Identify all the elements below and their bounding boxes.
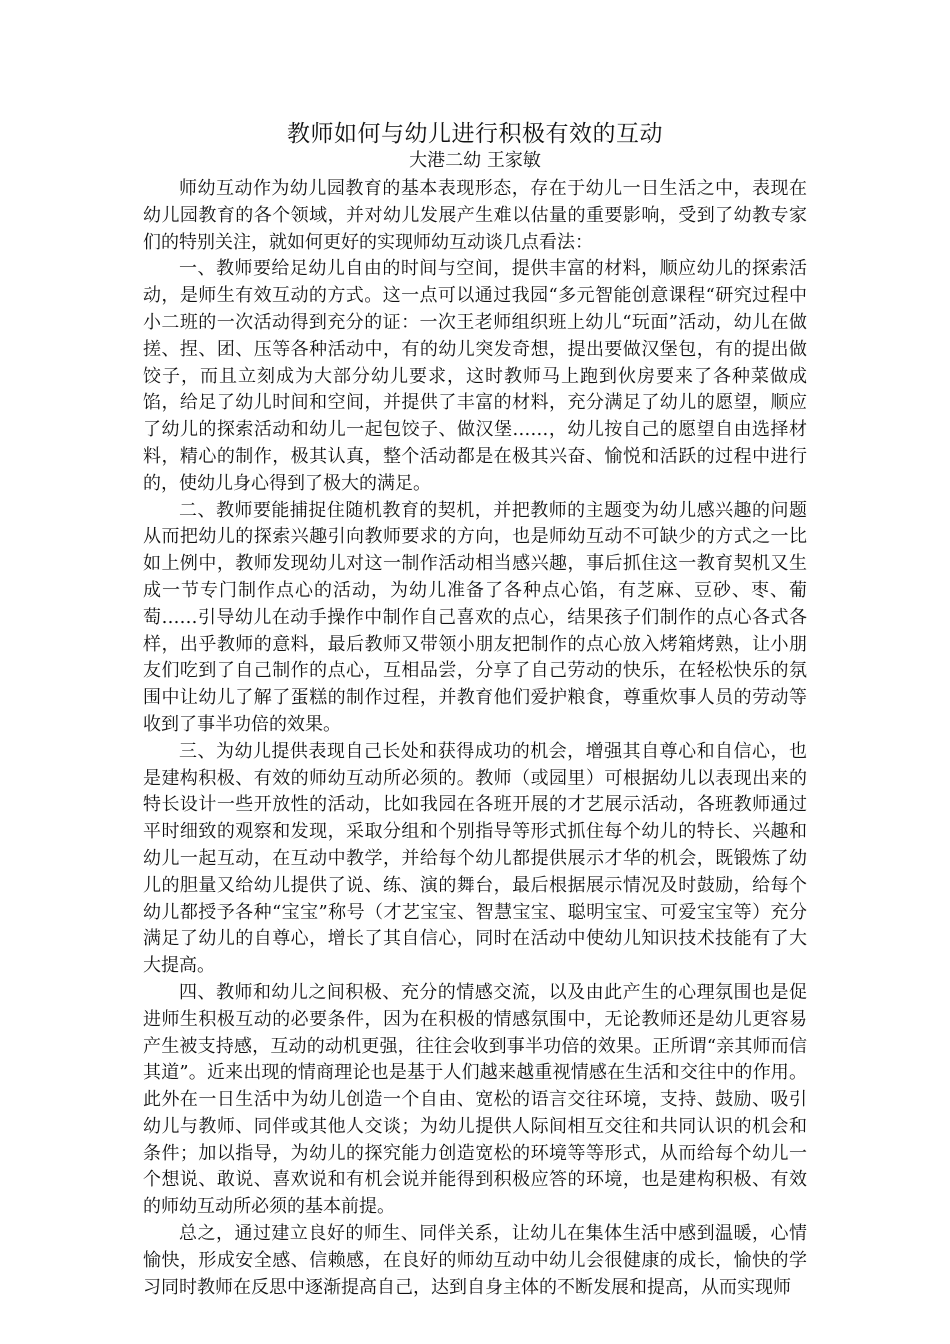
document-author: 大港二幼 王家敏 [409, 150, 541, 171]
paragraph-section-2: 二、教师要能捕捉住随机教育的契机，并把教师的主题变为幼儿感兴趣的问题从而把幼儿的探索兴趣引向教师要求的方向，也是师幼互动不可缺少的方式之一比如上例中，教师发现幼儿对这一制作活动相当感兴趣，事后抓住这一教育契机又生成一节专门制作点心的活动，为幼儿准备了各种点心馅，有芝麻、豆砂、枣、葡萄……引导幼儿在动手操作中制作自己喜欢的点心，结果孩子们制作的点心各式各样，出乎教师的意料，最后教师又带领小朋友把制作的点心放入烤箱烤熟，让小朋友们吃到了自己制作的点心，互相品尝，分享了自己劳动的快乐，在轻松快乐的氛围中让幼儿了解了蛋糕的制作过程，并教育他们爱护粮食，尊重炊事人员的劳动等收到了事半功倍的效果。 [143, 499, 807, 735]
document-page [143, 118, 807, 1301]
paragraph-section-4: 四、教师和幼儿之间积极、充分的情感交流，以及由此产生的心理氛围也是促进师生积极互动的必要条件，因为在积极的情感氛围中，无论教师还是幼儿更容易产生被支持感，互动的动机更强，往往会收到事半功倍的效果。正所谓“亲其师而信其道”。近来出现的情商理论也是基于人们越来越重视情感在生活和交往中的作用。此外在一日生活中为幼儿创造一个自由、宽松的语言交往环境，支持、鼓励、吸引幼儿与教师、同伴或其他人交谈；为幼儿提供人际间相互交往和共同认识的机会和条件；加以指导，为幼儿的探究能力创造宽松的环境等等形式，从而给每个幼儿一个想说、敢说、喜欢说和有机会说并能得到积极应答的环境，也是建构积极、有效的师幼互动所必须的基本前提。 [143, 981, 807, 1218]
paragraph-section-1: 一、教师要给足幼儿自由的时间与空间，提供丰富的材料，顺应幼儿的探索活动，是师生有效互动的方式。这一点可以通过我园“多元智能创意课程“研究过程中小二班的一次活动得到充分的证：一次王老师组织班上幼儿“玩面”活动，幼儿在做搓、捏、团、压等各种活动中，有的幼儿突发奇想，提出要做汉堡包，有的提出做饺子，而且立刻成为大部分幼儿要求，这时教师马上跑到伙房要来了各种菜做成馅，给足了幼儿时间和空间，并提供了丰富的材料，充分满足了幼儿的愿望，顺应了幼儿的探索活动和幼儿一起包饺子、做汉堡……，幼儿按自己的愿望自由选择材料，精心的制作，极其认真，整个活动都是在极其兴奋、愉悦和活跃的过程中进行的，使幼儿身心得到了极大的满足。 [143, 258, 807, 494]
paragraph-conclusion: 总之，通过建立良好的师生、同伴关系，让幼儿在集体生活中感到温暖，心情愉快，形成安全感、信赖感，在良好的师幼互动中幼儿会很健康的成长，愉快的学习同时教师在反思中逐渐提高自己，达到自身主体的不断发展和提高，从而实现师 [143, 1223, 807, 1298]
paragraph-section-3: 三、为幼儿提供表现自己长处和获得成功的机会，增强其自尊心和自信心，也是建构积极、有效的师幼互动所必须的。教师（或园里）可根据幼儿以表现出来的特长设计一些开放性的活动，比如我园在各班开展的才艺展示活动，各班教师通过平时细致的观察和发现，采取分组和个别指导等形式抓住每个幼儿的特长、兴趣和幼儿一起互动，在互动中教学，并给每个幼儿都提供展示才华的机会，既锻炼了幼儿的胆量又给幼儿提供了说、练、演的舞台，最后根据展示情况及时鼓励，给每个幼儿都授予各种“宝宝”称号（才艺宝宝、智慧宝宝、聪明宝宝、可爱宝宝等）充分满足了幼儿的自尊心，增长了其自信心，同时在活动中使幼儿知识技术技能有了大大提高。 [143, 740, 807, 977]
document-title: 教师如何与幼儿进行积极有效的互动 [287, 121, 663, 147]
paragraph-intro: 师幼互动作为幼儿园教育的基本表现形态，存在于幼儿一日生活之中，表现在幼儿园教育的各个领域，并对幼儿发展产生难以估量的重要影响，受到了幼教专家们的特别关注，就如何更好的实现师幼互动谈几点看法： [143, 178, 807, 253]
